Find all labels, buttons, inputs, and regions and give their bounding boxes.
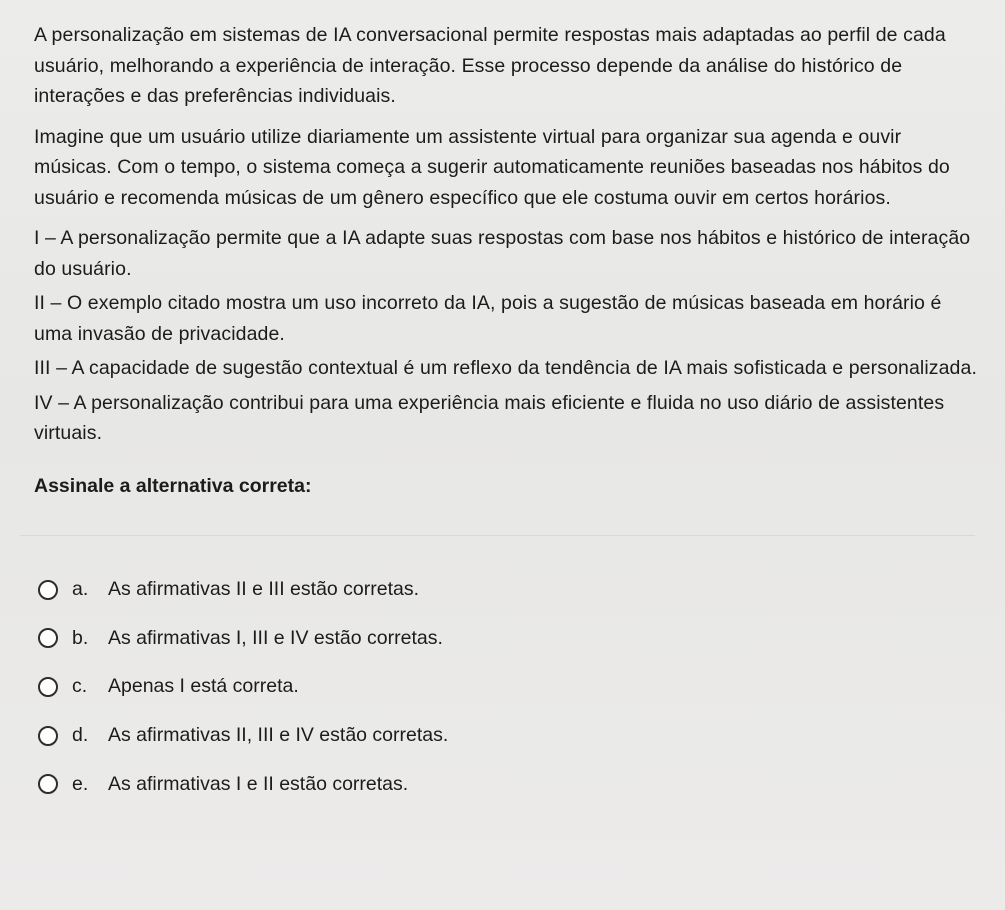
- statement-ii: II – O exemplo citado mostra um uso incorreto da IA, pois a sugestão de músicas baseada em horário é uma invasão de privacidade.: [34, 292, 942, 345]
- option-text[interactable]: As afirmativas II e III estão corretas.: [108, 578, 420, 601]
- statement-i: I – A personalização permite que a IA adapte suas respostas com base nos hábitos e histórico de interação do usuário.: [34, 227, 971, 280]
- option-text[interactable]: As afirmativas II, III e IV estão corretas.: [108, 724, 449, 747]
- option-letter: d.: [72, 724, 89, 747]
- radio-button-c[interactable]: [38, 677, 58, 697]
- divider: [20, 535, 975, 536]
- statement-iv: IV – A personalização contribui para uma experiência mais eficiente e fluida no uso diário de assistentes virtuais.: [34, 391, 945, 444]
- option-a[interactable]: [34, 566, 983, 615]
- question-paragraph-2: Imagine que um usuário utilize diariamente um assistente virtual para organizar sua agenda e ouvir músicas. Com o tempo, o sistema começa a sugerir automaticamente reuniões baseadas nos hábitos do usuário e recomenda músicas de um gênero específico que ele costuma ouvir em certos horários.: [34, 125, 950, 209]
- answer-prompt: Assinale a alternativa correta:: [34, 474, 312, 497]
- answer-options: [34, 566, 983, 809]
- statement-iii: III – A capacidade de sugestão contextual é um reflexo da tendência de IA mais sofisticada e personalizada.: [34, 357, 977, 379]
- radio-button-d[interactable]: [38, 726, 58, 746]
- option-letter: b.: [72, 626, 89, 649]
- option-text[interactable]: Apenas I está correta.: [108, 675, 299, 698]
- option-c[interactable]: [34, 663, 983, 712]
- option-b[interactable]: [34, 614, 983, 663]
- option-letter: a.: [72, 578, 89, 601]
- option-letter: c.: [72, 675, 88, 698]
- option-d[interactable]: [34, 711, 983, 760]
- option-text[interactable]: As afirmativas I e II estão corretas.: [108, 772, 409, 795]
- option-e[interactable]: [34, 760, 983, 809]
- radio-button-b[interactable]: [38, 628, 58, 648]
- option-text[interactable]: As afirmativas I, III e IV estão corretas.: [108, 626, 443, 649]
- radio-button-e[interactable]: [38, 774, 58, 794]
- option-letter: e.: [72, 772, 89, 795]
- radio-button-a[interactable]: [38, 580, 58, 600]
- question-paragraph-1: A personalização em sistemas de IA conversacional permite respostas mais adaptadas ao perfil de cada usuário, melhorando a experiência de interação. Esse processo depende da análise do histórico de interações e das preferências individuais.: [34, 24, 946, 107]
